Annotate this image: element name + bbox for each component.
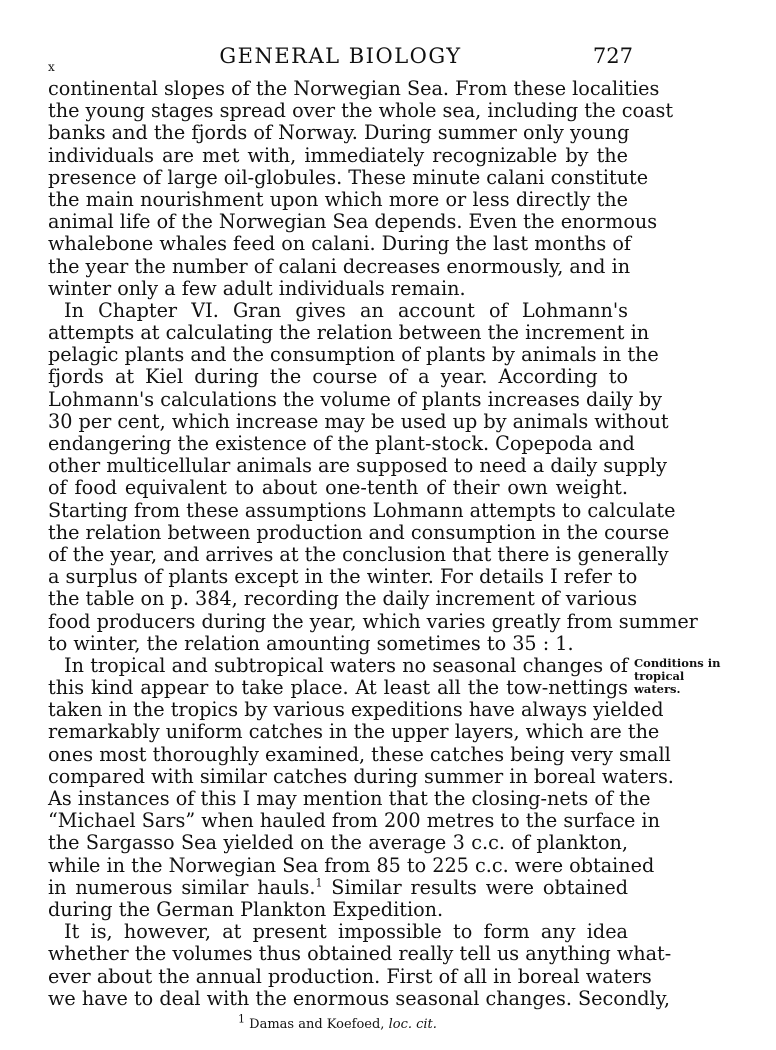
text-line: while in the Norwegian Sea from 85 to 225 c.c. were obtained bbox=[48, 853, 655, 877]
footnote bbox=[238, 1012, 437, 1032]
text-line: taken in the tropics by various expeditions have always yielded bbox=[48, 698, 664, 722]
chapter-mark: x bbox=[48, 60, 55, 74]
text-line: ones most thoroughly examined, these catches being very small bbox=[48, 742, 671, 766]
text-line: remarkably uniform catches in the upper layers, which are the bbox=[48, 720, 660, 744]
text-line: the Sargasso Sea yielded on the average 3 c.c. of plankton, bbox=[48, 831, 628, 855]
text-line: Lohmann's calculations the volume of plants increases daily by bbox=[48, 387, 663, 411]
text-line: we have to deal with the enormous seasonal changes. Secondly, bbox=[48, 986, 670, 1010]
text-line-with-footnote bbox=[48, 877, 628, 899]
text-line: the young stages spread over the whole sea, including the coast bbox=[48, 99, 674, 123]
text-line-tail: Similar results were obtained bbox=[331, 875, 628, 899]
text-line: Starting from these assumptions Lohmann attempts to calculate bbox=[48, 498, 676, 522]
text-line: whether the volumes thus obtained really tell us anything what- bbox=[48, 942, 672, 966]
text-line: the relation between production and consumption in the course bbox=[48, 520, 670, 544]
text-line: a surplus of plants except in the winter. For details I refer to bbox=[48, 565, 638, 589]
text-line: fjords at Kiel during the course of a year. According to bbox=[48, 365, 628, 389]
text-line: this kind appear to take place. At least all the tow-nettings bbox=[48, 676, 628, 700]
text-line: whalebone whales feed on calani. During the last months of bbox=[48, 232, 631, 256]
text-line: individuals are met with, immediately recognizable by the bbox=[48, 143, 628, 167]
text-line: endangering the existence of the plant-stock. Copepoda and bbox=[48, 432, 635, 455]
running-title: GENERAL BIOLOGY bbox=[219, 44, 462, 68]
text-line: In tropical and subtropical waters no seasonal changes of bbox=[64, 653, 628, 677]
margin-note-line: tropical bbox=[634, 669, 685, 683]
text-line: In Chapter VI. Gran gives an account of Lohmann's bbox=[64, 298, 628, 322]
text-line: compared with similar catches during summer in boreal waters. bbox=[48, 764, 674, 788]
footnote-citation: loc. cit. bbox=[388, 1017, 437, 1032]
text-line: 30 per cent, which increase may be used up by animals without bbox=[48, 409, 669, 433]
footnote-number: 1 bbox=[238, 1012, 245, 1026]
margin-note bbox=[634, 657, 754, 696]
text-line: attempts at calculating the relation between the increment in bbox=[48, 321, 650, 345]
text-line: “Michael Sars” when hauled from 200 metres to the surface in bbox=[48, 809, 660, 833]
text-line: animal life of the Norwegian Sea depends. Even the enormous bbox=[48, 210, 658, 234]
text-line: the main nourishment upon which more or less directly the bbox=[48, 187, 628, 211]
text-line: It is, however, at present impossible to form any idea bbox=[64, 920, 628, 944]
text-line: of food equivalent to about one-tenth of their own weight. bbox=[48, 476, 628, 500]
footnote-text: Damas and Koefoed, bbox=[249, 1017, 385, 1032]
text-line: winter only a few adult individuals remain. bbox=[48, 276, 466, 300]
text-line: the table on p. 384, recording the daily increment of various bbox=[48, 587, 638, 611]
page-header bbox=[48, 44, 633, 74]
text-line: food producers during the year, which varies greatly from summer bbox=[48, 609, 698, 633]
text-line: continental slopes of the Norwegian Sea. From these localities bbox=[48, 77, 660, 100]
page-number: 727 bbox=[592, 44, 633, 68]
text-line: ever about the annual production. First of all in boreal waters bbox=[48, 964, 652, 988]
text-line: of the year, and arrives at the conclusion that there is generally bbox=[48, 542, 669, 566]
text-line: other multicellular animals are supposed to need a daily supply bbox=[48, 454, 668, 478]
text-line: the year the number of calani decreases enormously, and in bbox=[48, 254, 631, 278]
margin-note-line: Conditions in bbox=[634, 656, 721, 670]
text-line: As instances of this I may mention that the closing-nets of the bbox=[48, 787, 651, 810]
footnote-ref: 1 bbox=[315, 876, 323, 890]
text-line: during the German Plankton Expedition. bbox=[48, 897, 444, 921]
text-line-head: in numerous similar hauls. bbox=[48, 875, 316, 899]
text-line: pelagic plants and the consumption of plants by animals in the bbox=[48, 343, 659, 367]
margin-note-line: waters. bbox=[634, 682, 681, 696]
text-line: presence of large oil-globules. These minute calani constitute bbox=[48, 165, 649, 189]
text-line: to winter, the relation amounting sometimes to 35 : 1. bbox=[48, 631, 574, 655]
text-line: banks and the fjords of Norway. During summer only young bbox=[48, 121, 630, 145]
